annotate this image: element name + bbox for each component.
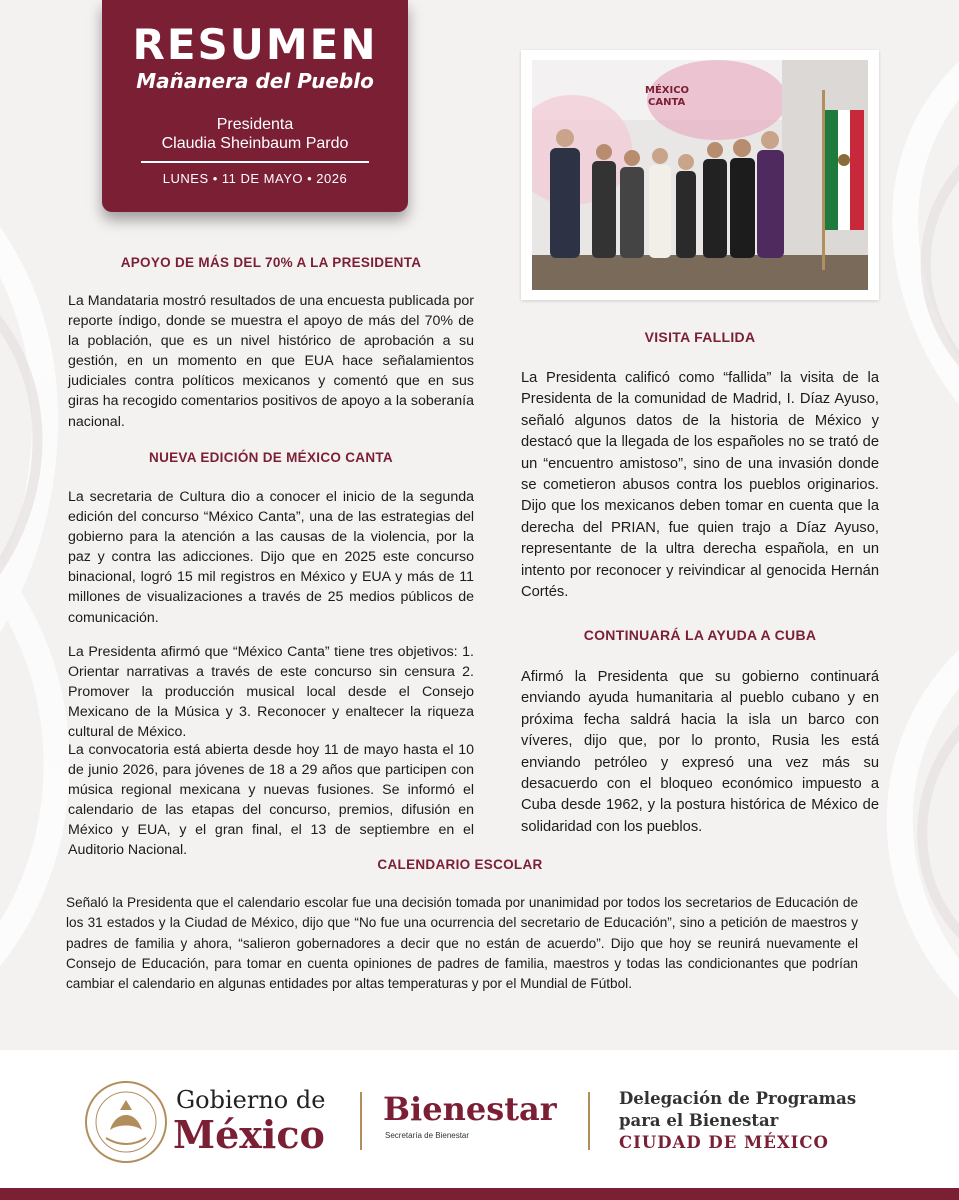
banner-subtitle: Mañanera del Pueblo bbox=[136, 69, 374, 93]
section-body-mexico-canta-3: La convocatoria está abierta desde hoy 11 de mayo hasta el 10 de junio 2026, para jóvenes de 18 a 29 años que participen con música regional mexicana y nuevas fusiones. Se informó el calendario de las etapas del concurso, premios, difusión en México y EUA, y el gran final, el 13 de septiembre en el Auditorio Nacional. bbox=[68, 742, 474, 859]
section-body-apoyo: La Mandataria mostró resultados de una encuesta publicada por reporte índigo, donde se muestra el apoyo de más del 70% de la población, que es un nivel histórico de aprobación a su gestión, en un momento en que EUA hace señalamientos judiciales contra políticos mexicanos y comentó que en sus giras ha recogido comentarios positivos de apoyo a la soberanía nacional. bbox=[68, 293, 474, 430]
banner-role: Presidenta bbox=[216, 116, 294, 133]
event-photo bbox=[532, 60, 868, 290]
gobierno-label: Gobierno de bbox=[176, 1086, 326, 1114]
photo-frame bbox=[521, 50, 879, 300]
header-banner bbox=[102, 0, 408, 212]
backdrop-text-1: MÉXICO bbox=[645, 85, 690, 96]
footer-divider-1 bbox=[360, 1092, 362, 1150]
footer-bar bbox=[0, 1188, 959, 1200]
section-body-calendario: Señaló la Presidenta que el calendario escolar fue una decisión tomada por unanimidad por todos los secretarios de Educación de los 31 estados y la Ciudad de México, dijo que “No fue una ocurrencia del secretario de Educación”, sino a petición de maestros y padres de familia y ahora, “salieron gobernadores a decir que no están de acuerdo”. Dijo que hoy se reunirá nuevamente el Consejo de Educación, para tomar en cuenta opiniones de padres de familia, maestros y todas las condicionantes que podrían cambiar el calendario en algunas entidades por altas temperaturas y por el Mundial de Fútbol. bbox=[66, 895, 858, 992]
footer bbox=[0, 1050, 959, 1200]
mexico-label: México bbox=[173, 1112, 325, 1157]
footer-divider-2 bbox=[588, 1092, 590, 1150]
section-heading-apoyo: APOYO DE MÁS DEL 70% A LA PRESIDENTA bbox=[120, 255, 422, 270]
section-heading-mexico-canta: NUEVA EDICIÓN DE MÉXICO CANTA bbox=[149, 450, 393, 465]
section-heading-cuba: CONTINUARÁ LA AYUDA A CUBA bbox=[583, 627, 817, 643]
event-photo-illustration bbox=[532, 60, 868, 290]
banner-name: Claudia Sheinbaum Pardo bbox=[161, 135, 349, 152]
section-body-mexico-canta-2: La Presidenta afirmó que “México Canta” tiene tres objetivos: 1. Orientar narrativas a través de este concurso sin censura 2. Promover la producción musical local desde el Consejo Mexicano de la Música y 3. Reconocer y enaltecer la riqueza cultural de México. bbox=[68, 644, 474, 741]
section-body-mexico-canta-1: La secretaria de Cultura dio a conocer el inicio de la segunda edición del concurso “México Canta”, una de las estrategias del gobierno para la atención a las causas de la violencia, por la paz y contra las adicciones. Dijo que en 2025 este concurso binacional, logró 15 mil registros en México y EUA y más de 11 millones de visualizaciones a través de 25 medios públicos de comunicación. bbox=[68, 489, 474, 626]
section-body-cuba: Afirmó la Presidenta que su gobierno continuará enviando ayuda humanitaria al pueblo cubano y en próxima fecha saldrá hacia la isla un barco con víveres, dijo que, por lo pronto, Rusia les está enviando petróleo y expresó una vez más su desacuerdo con el bloqueo económico impuesto a Cuba desde 1962, y la postura histórica de México de solidaridad con los pueblos. bbox=[521, 669, 879, 835]
bienestar-subtitle: Secretaría de Bienestar bbox=[385, 1131, 470, 1140]
national-seal-icon bbox=[84, 1080, 168, 1164]
bienestar-logo-text: Bienestar bbox=[383, 1090, 557, 1128]
delegacion-line-2: para el Bienestar bbox=[619, 1111, 779, 1130]
banner-date: LUNES • 11 DE MAYO • 2026 bbox=[162, 171, 348, 186]
delegacion-line-1: Delegación de Programas bbox=[619, 1089, 857, 1108]
banner-title: RESUMEN bbox=[132, 20, 378, 69]
banner-divider bbox=[141, 161, 369, 163]
section-heading-calendario: CALENDARIO ESCOLAR bbox=[377, 857, 543, 872]
section-heading-visita: VISITA FALLIDA bbox=[644, 329, 756, 345]
delegacion-line-3: CIUDAD DE MÉXICO bbox=[619, 1133, 829, 1152]
backdrop-text-2: CANTA bbox=[648, 97, 686, 108]
section-body-visita: La Presidenta calificó como “fallida” la visita de la Presidenta de la comunidad de Madrid, I. Díaz Ayuso, señaló algunos datos de la historia de México y destacó que la llegada de los españoles no se trató de un “encuentro amistoso”, sino de una invasión donde se cometieron abusos contra los pueblos originarios. Dijo que los mexicanos deben tomar en cuenta que la derecha del PRIAN, fue quien trajo a Díaz Ayuso, representante de la ultra derecha española, en un intento por reconocer y reivindicar al genocida Hernán Cortés. bbox=[521, 370, 879, 601]
